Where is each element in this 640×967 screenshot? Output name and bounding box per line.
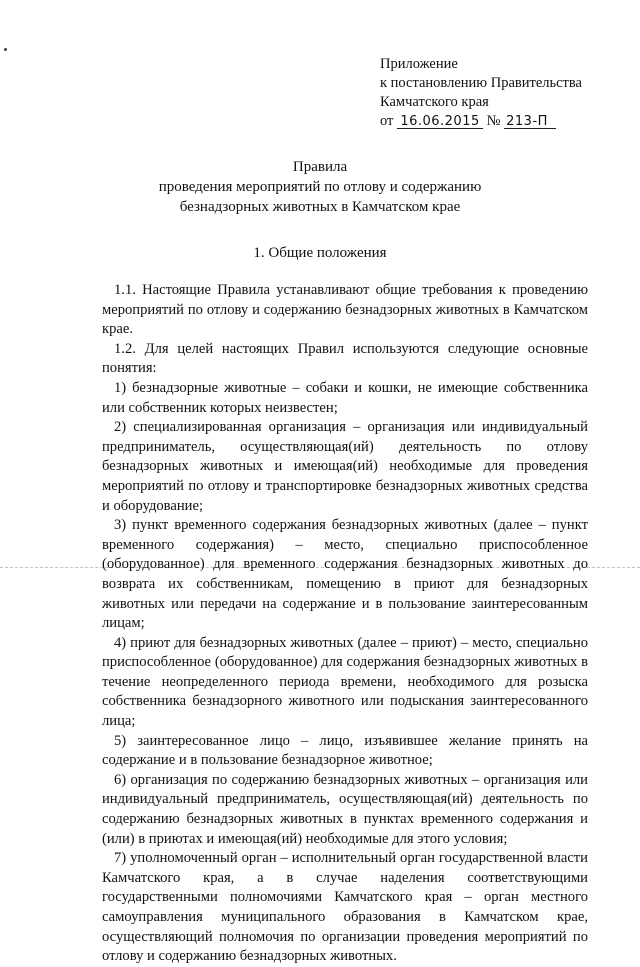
definition-6: 6) организация по содержанию безнадзорных животных – организация или индивидуальный предприниматель, осуществляющая(ий) деятельность по содержанию безнадзорных животных в пунктах временного содержания и (или) в приютах и имеющая(ий) необходимые для этого условия; bbox=[102, 771, 588, 847]
appendix-date-number-line bbox=[380, 112, 582, 131]
appendix-region: Камчатского края bbox=[380, 94, 489, 110]
definition-3: 3) пункт временного содержания безнадзорных животных (далее – пункт временного содержания) – место, специально приспособленное (оборудованное) для временного содержания безнадзорных животных до возврата их собственникам, помещению в приют для безнадзорных животных или передачи на содержание и в пользование заинтересованным лицам; bbox=[102, 517, 588, 632]
appendix-resolution-ref: к постановлению Правительства bbox=[380, 75, 582, 91]
handwritten-date: 16.06.2015 bbox=[397, 115, 483, 129]
appendix-label: Приложение bbox=[380, 56, 458, 72]
paragraph-1-2: 1.2. Для целей настоящих Правил используются следующие основные понятия: bbox=[102, 340, 588, 377]
section-heading: 1. Общие положения bbox=[253, 245, 387, 261]
document-title bbox=[0, 157, 640, 217]
handwritten-number: 213-П bbox=[504, 115, 556, 129]
paragraph-1-1: 1.1. Настоящие Правила устанавливают общие требования к проведению мероприятий по отлову и содержанию безнадзорных животных в Камчатском крае. bbox=[102, 282, 588, 338]
document-body bbox=[102, 281, 588, 967]
date-prefix: от bbox=[380, 113, 394, 129]
definition-1: 1) безнадзорные животные – собаки и кошки, не имеющие собственника или собственник которых неизвестен; bbox=[102, 379, 588, 416]
definition-5: 5) заинтересованное лицо – лицо, изъявившее желание принять на содержание и в пользование безнадзорное животное; bbox=[102, 732, 588, 769]
scan-artifact-dot bbox=[4, 48, 7, 51]
definition-2: 2) специализированная организация – организация или индивидуальный предприниматель, осуществляющая(ий) деятельность по отлову безнадзорных животных и имеющая(ий) необходимые для проведения мероприятий по отлову и транспортировке безнадзорных животных средства и оборудование; bbox=[102, 419, 588, 514]
title-line-1: Правила bbox=[292, 159, 348, 175]
appendix-block bbox=[380, 55, 582, 131]
title-line-2: проведения мероприятий по отлову и содержанию bbox=[158, 179, 482, 195]
title-line-3: безнадзорных животных в Камчатском крае bbox=[179, 199, 461, 215]
definition-4: 4) приют для безнадзорных животных (далее – приют) – место, специально приспособленное (оборудованное) для содержания безнадзорных животных в течение неопределенного периода времени, необходимого для розыска собственника безнадзорного животного или подыскания заинтересованного лица; bbox=[102, 634, 588, 730]
number-prefix: № bbox=[486, 113, 501, 129]
definition-7: 7) уполномоченный орган – исполнительный орган государственной власти Камчатского края, а в случае наделения соответствующими государственными полномочиями Камчатского края – орган местного самоуправления муниципального образования в Камчатском крае, осуществляющий полномочия по организации проведения мероприятий по отлову и содержанию безнадзорных животных. bbox=[102, 850, 588, 965]
